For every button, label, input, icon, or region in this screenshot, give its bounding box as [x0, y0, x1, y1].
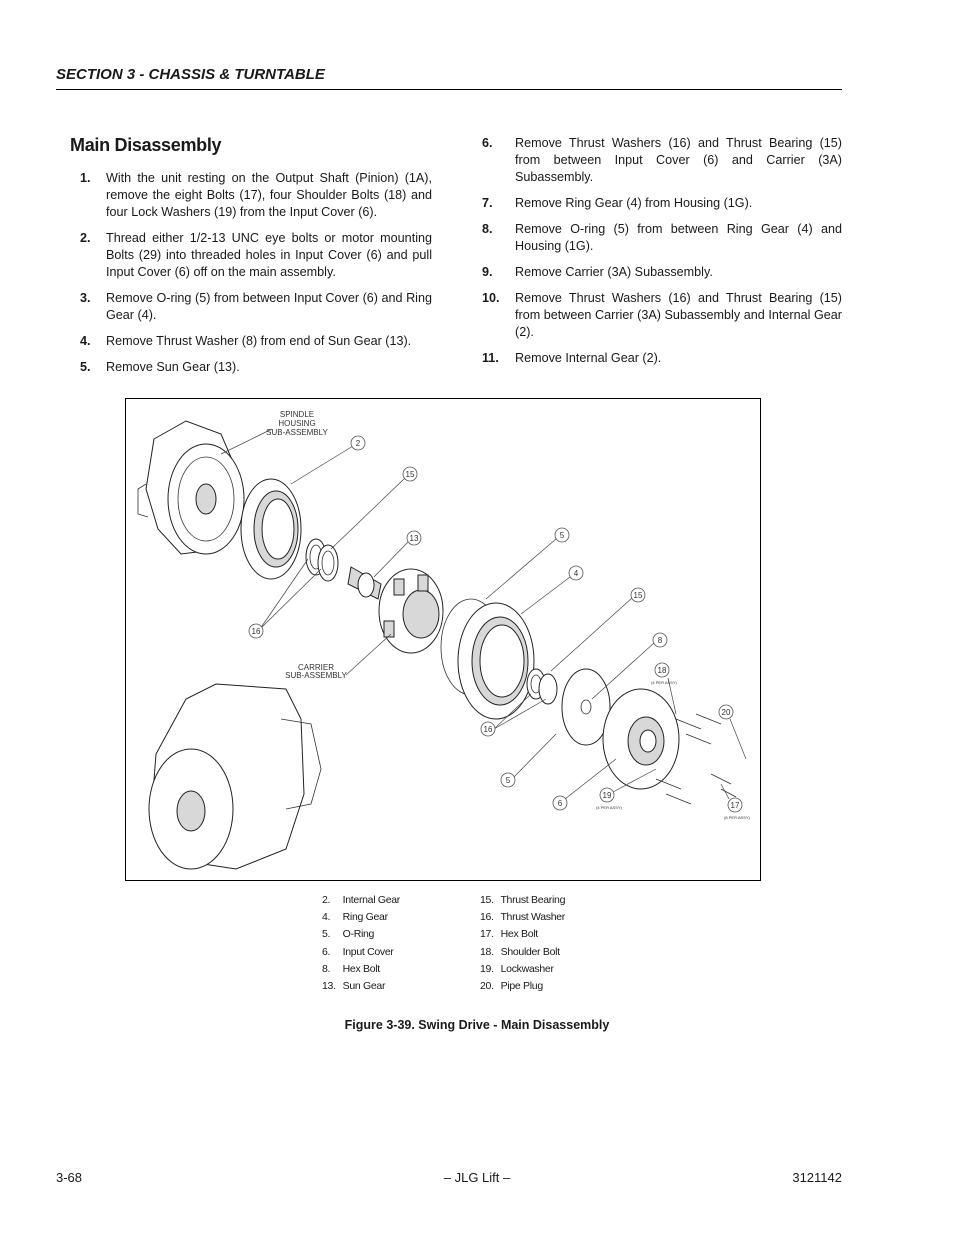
svg-text:5: 5: [559, 531, 565, 540]
callout-15-top: [331, 467, 417, 549]
step-number: 11.: [482, 351, 499, 365]
callout-4: [521, 566, 583, 614]
callout-20: [719, 705, 746, 759]
section-header: SECTION 3 - CHASSIS & TURNTABLE: [56, 66, 325, 83]
step-text: Remove Carrier (3A) Subassembly.: [515, 265, 713, 279]
svg-text:SUB-ASSEMBLY: SUB-ASSEMBLY: [285, 671, 347, 680]
svg-text:13: 13: [409, 534, 419, 543]
step-text: Remove Internal Gear (2).: [515, 351, 662, 365]
legend-item: 18. Shoulder Bolt: [480, 945, 560, 958]
legend-item: 17. Hex Bolt: [480, 928, 538, 941]
svg-text:HOUSING: HOUSING: [278, 419, 316, 428]
svg-text:17: 17: [730, 801, 740, 810]
step-2: [80, 230, 432, 281]
carrier-label: [285, 663, 347, 680]
swing-drive-exploded-drawing: [126, 399, 760, 880]
svg-text:CARRIER: CARRIER: [297, 663, 335, 672]
callout-5-bottom: [501, 734, 556, 787]
header-rule: [56, 89, 842, 90]
legend-item: 16. Thrust Washer: [480, 911, 565, 924]
step-text: Remove Thrust Washers (16) and Thrust Bearing (15) from between Input Cover (6) and Carrier (3A) Subassembly.: [515, 136, 842, 184]
step-4: [80, 333, 432, 350]
document-number: 3121142: [792, 1170, 842, 1185]
step-text: Remove O-ring (5) from between Ring Gear (4) and Housing (1G).: [515, 222, 842, 253]
exploded-view-figure: [125, 398, 761, 881]
legend-item: 4. Ring Gear: [322, 911, 388, 924]
step-number: 9.: [482, 265, 493, 279]
svg-text:6: 6: [557, 799, 563, 808]
step-number: 10.: [482, 291, 500, 305]
legend-item: 6. Input Cover: [322, 945, 394, 958]
legend-item: 19. Lockwasher: [480, 962, 554, 975]
step-5: [80, 359, 432, 376]
svg-text:15: 15: [633, 591, 643, 600]
step-text: Remove Ring Gear (4) from Housing (1G).: [515, 196, 753, 210]
parts-legend-left: [322, 892, 400, 995]
thrust-bearing-drawing: [306, 539, 338, 581]
page-number: 3-68: [56, 1170, 83, 1185]
carrier-drawing: [379, 569, 443, 653]
svg-text:19: 19: [602, 791, 612, 800]
svg-text:SUB-ASSEMBLY: SUB-ASSEMBLY: [266, 428, 328, 437]
svg-text:20: 20: [721, 708, 731, 717]
steps-left-column: [80, 170, 432, 385]
svg-text:4: 4: [573, 569, 579, 578]
legend-item: 20. Pipe Plug: [480, 980, 543, 993]
callout-5-top: [486, 528, 569, 599]
internal-gear-drawing: [241, 479, 301, 579]
input-cover-drawing: [603, 689, 679, 789]
svg-text:16: 16: [483, 725, 493, 734]
step-text: Remove O-ring (5) from between Input Cover (6) and Ring Gear (4).: [106, 291, 432, 322]
callout-15-right: [551, 588, 645, 671]
svg-text:15: 15: [405, 470, 415, 479]
step-number: 8.: [482, 222, 493, 236]
step-11: [482, 350, 842, 367]
step-number: 5.: [80, 360, 91, 374]
legend-item: 2. Internal Gear: [322, 894, 401, 906]
step-number: 7.: [482, 196, 493, 210]
step-1: [80, 170, 432, 221]
svg-text:18: 18: [657, 666, 667, 675]
svg-text:16: 16: [251, 627, 261, 636]
sun-gear-drawing: [348, 567, 381, 599]
step-text: Remove Thrust Washer (8) from end of Sun Gear (13).: [106, 334, 412, 348]
step-9: [482, 264, 842, 281]
legend-item: 15. Thrust Bearing: [480, 894, 566, 906]
step-text: Remove Sun Gear (13).: [106, 360, 240, 374]
svg-text:SPINDLE: SPINDLE: [279, 410, 315, 419]
step-3: [80, 290, 432, 324]
step-10: [482, 290, 842, 341]
svg-text:(4 PER ASSY): (4 PER ASSY): [651, 680, 677, 685]
figure-caption: Figure 3-39. Swing Drive - Main Disassembly: [344, 1018, 610, 1032]
callout-8: [592, 633, 667, 699]
step-number: 2.: [80, 231, 91, 245]
legend-item: 13. Sun Gear: [322, 980, 386, 993]
svg-text:(4 PER ASSY): (4 PER ASSY): [596, 805, 622, 810]
step-7: [482, 195, 842, 212]
svg-text:5: 5: [505, 776, 511, 785]
step-8: [482, 221, 842, 255]
step-number: 1.: [80, 171, 91, 185]
spindle-label: [266, 410, 328, 437]
steps-right-column: [482, 135, 842, 376]
step-number: 3.: [80, 291, 91, 305]
page-title: Main Disassembly: [70, 135, 222, 155]
spindle-housing-drawing: [138, 421, 244, 554]
callout-17: [721, 784, 751, 820]
thrust-bearing-2-drawing: [527, 669, 557, 704]
svg-text:8: 8: [657, 636, 663, 645]
legend-item: 5. O-Ring: [322, 928, 375, 941]
parts-legend-right: [480, 892, 565, 995]
assembled-unit-drawing: [149, 684, 321, 869]
svg-text:(8 PER ASSY): (8 PER ASSY): [724, 815, 750, 820]
step-text: Thread either 1/2-13 UNC eye bolts or motor mounting Bolts (29) into threaded holes in Input Cover (6) and pull Input Cover (6) off on the main assembly.: [106, 231, 432, 279]
footer-brand: – JLG Lift –: [443, 1170, 511, 1185]
step-6: [482, 135, 842, 186]
svg-text:2: 2: [355, 439, 361, 448]
callout-2: [291, 436, 365, 484]
step-text: With the unit resting on the Output Shaft (Pinion) (1A), remove the eight Bolts (17), four Shoulder Bolts (18) and four Lock Washers (19) from the Input Cover (6).: [106, 171, 432, 219]
step-text: Remove Thrust Washers (16) and Thrust Bearing (15) from between Carrier (3A) Subassembly and Internal Gear (2).: [515, 291, 842, 339]
legend-item: 8. Hex Bolt: [322, 962, 380, 975]
step-number: 4.: [80, 334, 91, 348]
step-number: 6.: [482, 136, 493, 150]
